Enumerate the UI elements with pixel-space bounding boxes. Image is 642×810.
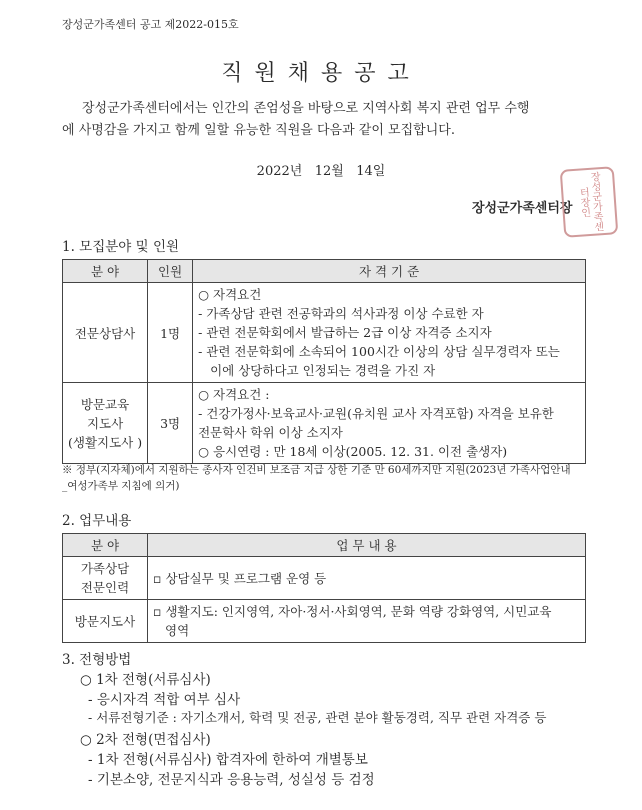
duty-table: [62, 533, 586, 643]
criteria-line: - 관련 전문학회에 소속되어 100시간 이상의 상담 실무경력자 또는: [198, 344, 560, 359]
criteria-cell: [193, 383, 586, 464]
criteria-line: ○ 자격요건 :: [198, 387, 270, 402]
criteria-line: 이에 상당하다고 인정되는 경력을 가진 자: [210, 363, 436, 378]
count-cell: 3명: [148, 383, 193, 464]
list-item: ○ 1차 전형(서류심사): [80, 672, 211, 688]
duty-line: ▫ 생활지도: 인지영역, 자아·정서·사회영역, 문화 역량 강화영역, 시민교육: [153, 604, 552, 619]
official-seal-text: 장성군가족센터장인: [576, 171, 604, 232]
duty-line: 영역: [165, 623, 190, 638]
table-row: [63, 600, 586, 643]
intro-line-1: 장성군가족센터에서는 인간의 존엄성을 바탕으로 지역사회 복지 관련 업무 수행: [82, 101, 530, 116]
field-line: 지도사: [86, 415, 124, 431]
field-line: 전문인력: [80, 580, 130, 595]
list-item: ○ 2차 전형(면접심사): [80, 732, 211, 748]
criteria-cell: [193, 283, 586, 383]
list-item: - 응시자격 적합 여부 심사: [88, 692, 241, 708]
field-cell: [63, 557, 148, 600]
official-seal: [560, 166, 619, 238]
note-line-2: _여성가족부 지침에 의거): [62, 480, 180, 492]
header-count: 인원: [148, 260, 193, 283]
field-line: 가족상담: [80, 561, 130, 576]
header-duty: 업 무 내 용: [148, 534, 586, 557]
signer-name: 장성군가족센터장: [472, 201, 573, 216]
table-row: [63, 283, 586, 383]
criteria-line: - 건강가정사·보육교사·교원(유치원 교사 자격포함) 자격을 보유한: [198, 406, 554, 421]
list-item: - 서류전형기준 : 자기소개서, 학력 및 전공, 관련 분야 활동경력, 직무 관련 자격증 등: [88, 710, 547, 725]
recruitment-table: [62, 259, 586, 464]
header-criteria: 자 격 기 준: [193, 260, 586, 283]
criteria-line: ○ 응시연령 : 만 18세 이상(2005. 12. 31. 이전 출생자): [198, 444, 508, 459]
field-cell: [63, 383, 148, 464]
document-number: 장성군가족센터 공고 제2022-015호: [62, 18, 239, 31]
field-cell: 방문지도사: [63, 600, 148, 643]
section-2-title: 2. 업무내용: [62, 513, 132, 529]
table-row: [63, 557, 586, 600]
criteria-line: ○ 자격요건: [198, 287, 262, 302]
header-field: 분 야: [63, 260, 148, 283]
criteria-line: - 가족상담 관련 전공학과의 석사과정 이상 수료한 자: [198, 306, 484, 321]
table-header-row: [63, 260, 586, 283]
count-cell: 1명: [148, 283, 193, 383]
duty-cell: [148, 600, 586, 643]
list-item: - 1차 전형(서류심사) 합격자에 한하여 개별통보: [88, 752, 368, 768]
announcement-date: 2022년 12월 14일: [256, 164, 386, 179]
criteria-line: - 관련 전문학회에서 발급하는 2급 이상 자격증 소지자: [198, 325, 492, 340]
header-field: 분 야: [63, 534, 148, 557]
field-cell: 전문상담사: [63, 283, 148, 383]
intro-line-2: 에 사명감을 가지고 함께 일할 유능한 직원을 다음과 같이 모집합니다.: [62, 123, 455, 138]
criteria-line: 전문학사 학위 이상 소지자: [198, 425, 343, 440]
list-item: - 기본소양, 전문지식과 응용능력, 성실성 등 검정: [88, 772, 375, 788]
table-row: [63, 383, 586, 464]
note-line-1: ※ 정부(지자체)에서 지원하는 종사자 인건비 보조금 지급 상한 기준 만 60세까지만 지원(2023년 가족사업안내: [62, 464, 571, 476]
field-line: 방문교육: [80, 396, 130, 412]
field-line: (생활지도사 ): [68, 434, 143, 450]
page-title: 직원채용공고: [221, 61, 421, 86]
table-header-row: [63, 534, 586, 557]
duty-cell: ▫ 상담실무 및 프로그램 운영 등: [148, 557, 586, 600]
section-3-title: 3. 전형방법: [62, 652, 132, 668]
section-1-title: 1. 모집분야 및 인원: [62, 239, 180, 255]
